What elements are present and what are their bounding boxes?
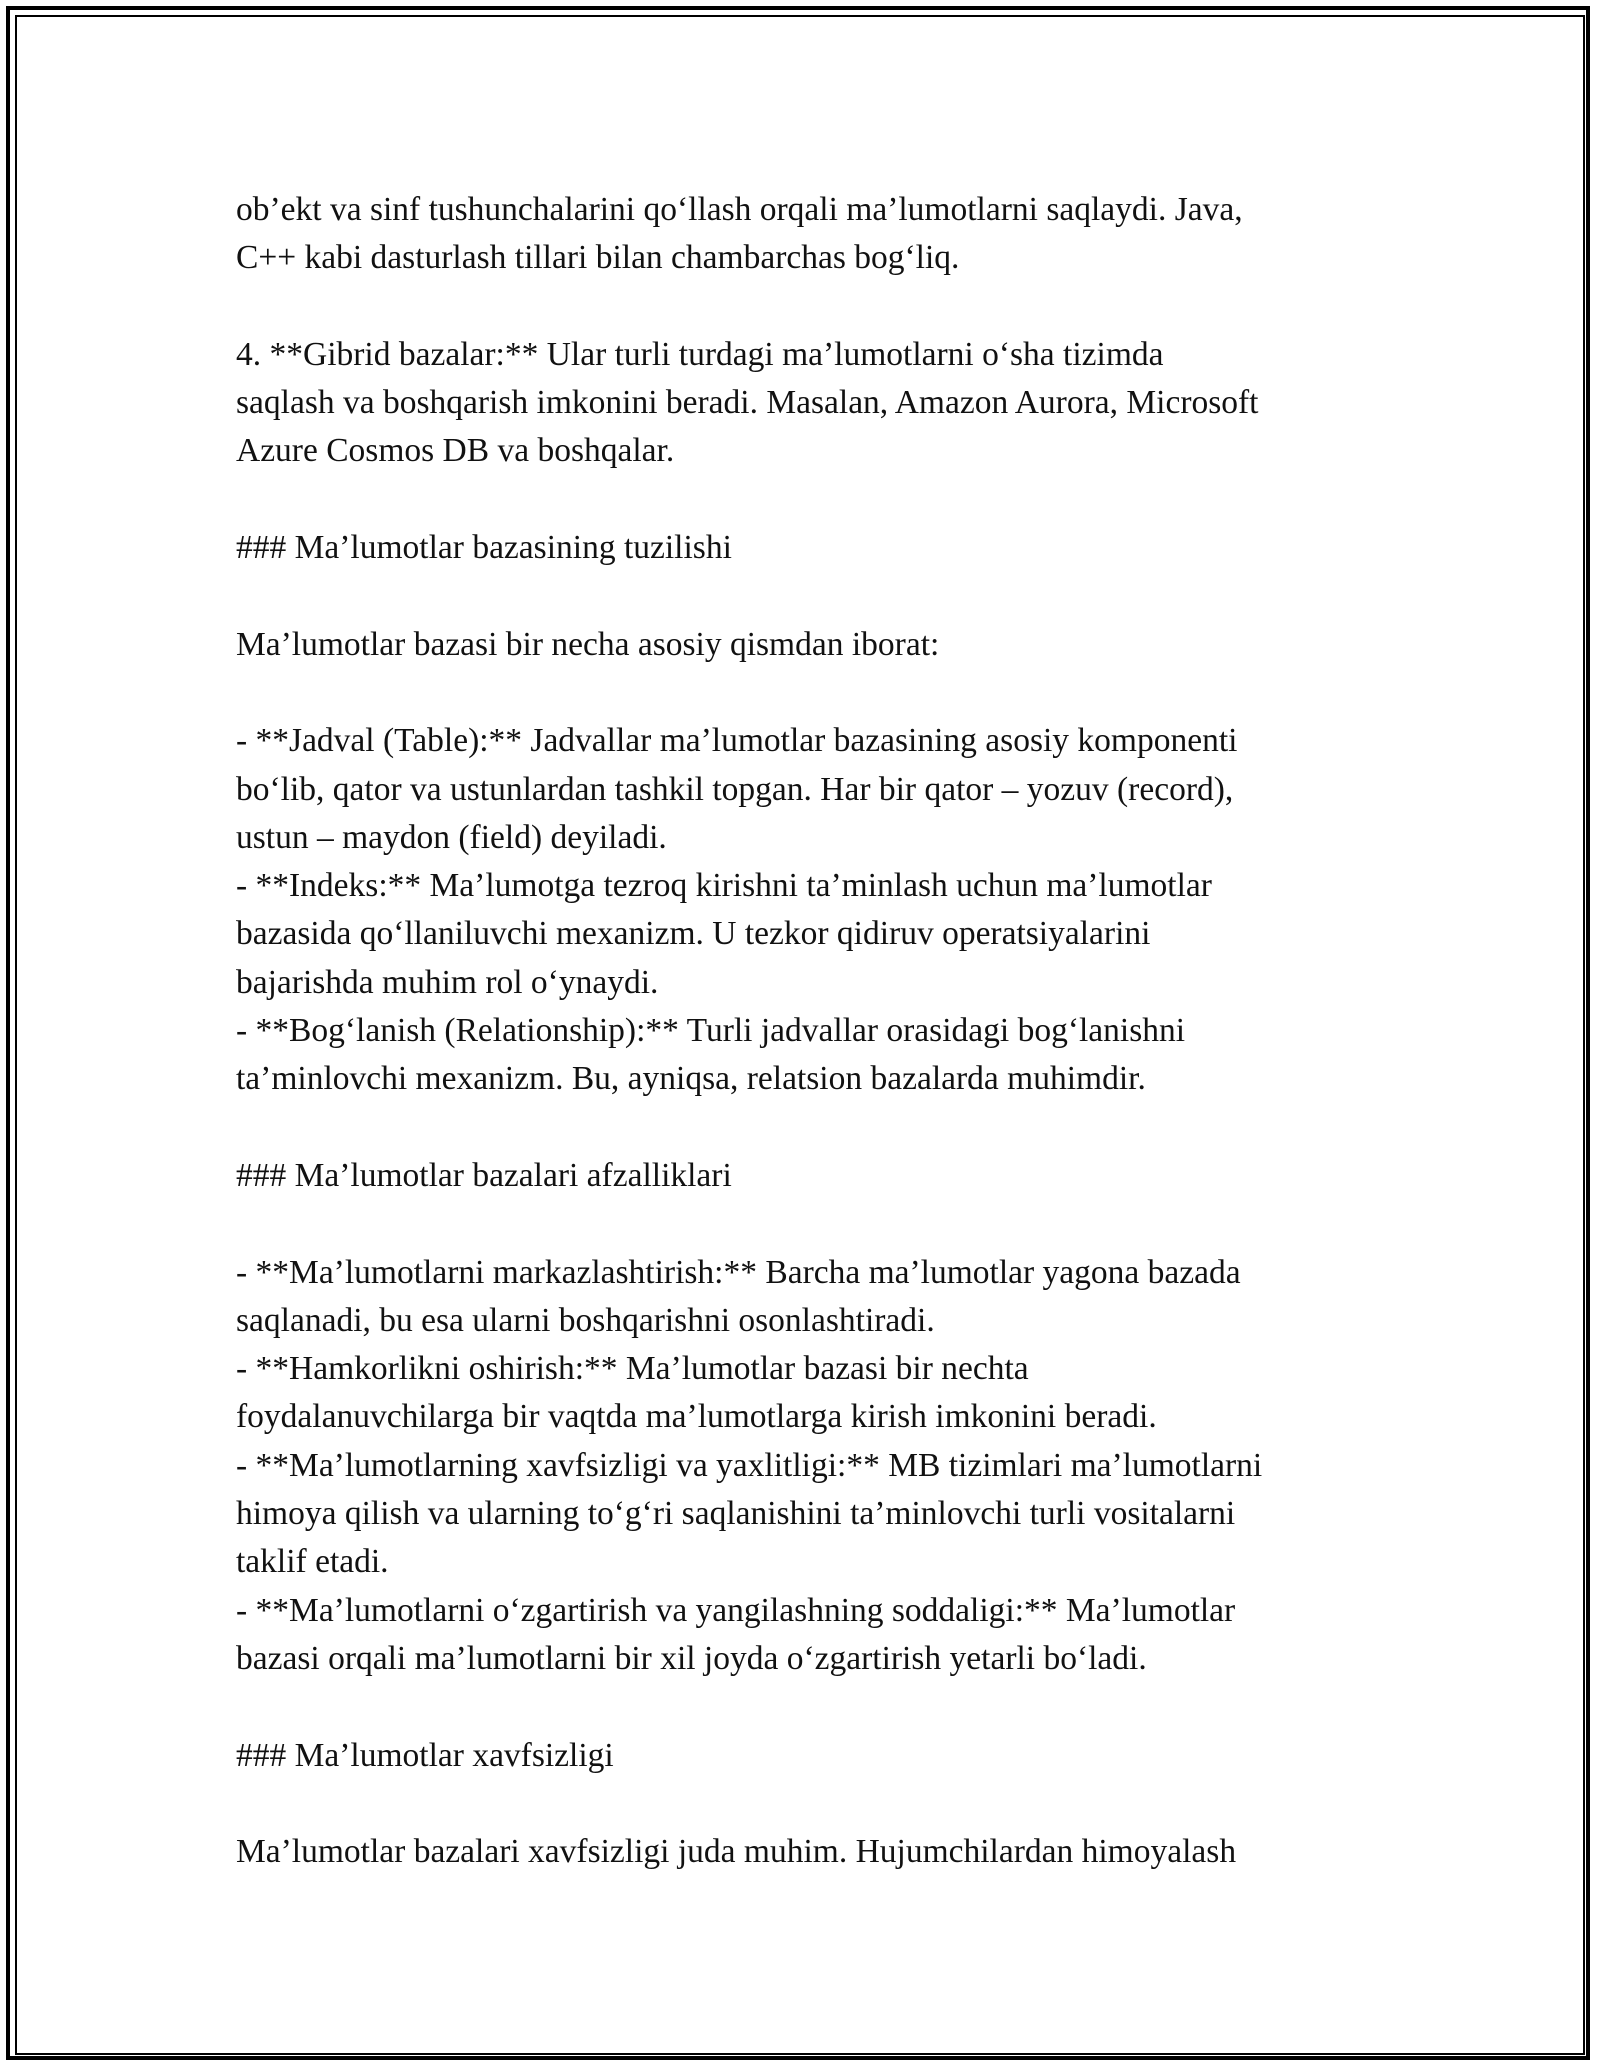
heading-database-security: ### Ma’lumotlar xavfsizligi — [236, 1736, 614, 1774]
paragraph-oop-databases-continued: ob’ekt va sinf tushunchalarini qo‘llash orqali ma’lumotlarni saqlaydi. Java, C++ kabi dasturlash tillari bilan chambarchas bog‘liq. — [236, 191, 1243, 277]
document-body — [236, 186, 1396, 1876]
paragraph-structure-intro: Ma’lumotlar bazasi bir necha asosiy qismdan iborat: — [236, 625, 940, 663]
paragraph-security-intro: Ma’lumotlar bazalari xavfsizligi juda muhim. Hujumchilardan himoyalash — [236, 1833, 1237, 1871]
list-database-advantages: - **Ma’lumotlarni markazlashtirish:** Barcha ma’lumotlar yagona bazada saqlanadi, bu esa ularni boshqarishni osonlashtiradi. - **Hamkorlikni oshirish:** Ma’lumotlar bazasi bir nechta foydalanuvchilarga bir vaqtda ma’lumotlarga kirish imkonini beradi. - **Ma’lumotlarning xavfsizligi va yaxlitligi:** MB tizimlari ma’lumotlarni himoya qilish va ularning to‘g‘ri saqlanishini ta’minlovchi turli vositalarni taklif etadi. - **Ma’lumotlarni o‘zgartirish va yangilashning soddaligi:** Ma’lumotlar bazasi orqali ma’lumotlarni bir xil joyda o‘zgartirish yetarli bo‘ladi. — [236, 1253, 1263, 1677]
list-structure-components: - **Jadval (Table):** Jadvallar ma’lumotlar bazasining asosiy komponenti bo‘lib, qator va ustunlardan tashkil topgan. Har bir qator – yozuv (record), ustun – maydon (field) deyiladi. - **Indeks:** Ma’lumotga tezroq kirishni ta’minlash uchun ma’lumotlar bazasida qo‘llaniluvchi mexanizm. U tezkor qidiruv operatsiyalarini bajarishda muhim rol o‘ynaydi. - **Bog‘lanish (Relationship):** Turli jadvallar orasidagi bog‘lanishni ta’minlovchi mexanizm. Bu, ayniqsa, relatsion bazalarda muhimdir. — [236, 722, 1238, 1098]
heading-database-advantages: ### Ma’lumotlar bazalari afzalliklari — [236, 1156, 732, 1194]
paragraph-hybrid-databases: 4. **Gibrid bazalar:** Ular turli turdagi ma’lumotlarni o‘sha tizimda saqlash va boshqarish imkonini beradi. Masalan, Amazon Aurora, Microsoft Azure Cosmos DB va boshqalar. — [236, 335, 1259, 470]
heading-database-structure: ### Ma’lumotlar bazasining tuzilishi — [236, 529, 732, 567]
